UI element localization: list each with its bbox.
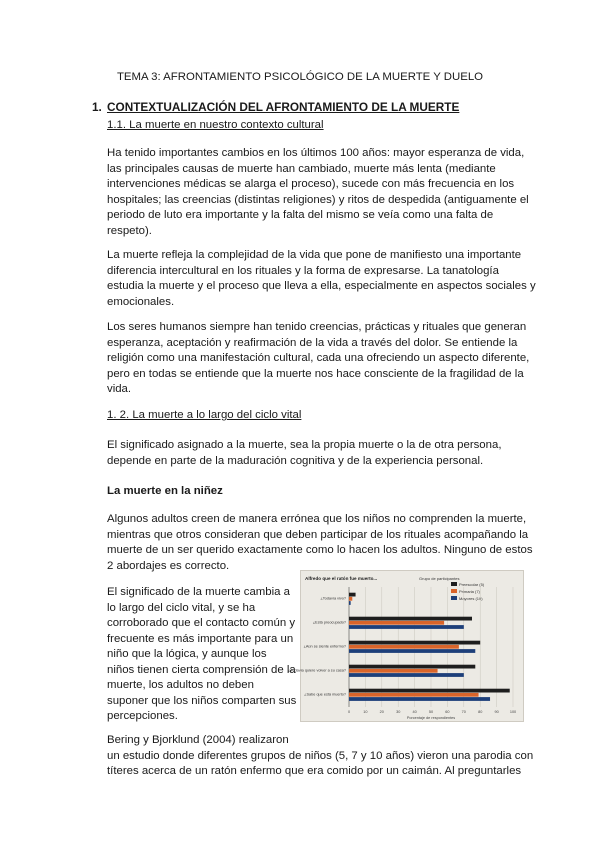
text-line: periodo de luto era importante y la falta del mismo se veía como una falta de [107,209,494,221]
bar [349,689,510,693]
paragraph-5 [107,512,533,574]
legend-entry: Primaria (7) [459,589,480,594]
text-line: niños tienen cierta comprensión de la [107,663,296,676]
text-line: muerte, los adultos no deben [107,679,254,691]
text-line: La muerte refleja la complejidad de la vida que pone de manifiesto una importante [107,249,522,261]
bar-chart [288,571,523,721]
section-number: 1. [92,100,102,114]
paragraph-2 [107,248,536,310]
category-label: ¿Está preocupado? [312,620,346,625]
x-tick-label: 100 [509,710,517,714]
category-label: ¿Todavía vivo? [320,596,346,601]
text-line: emocionales. [107,295,175,308]
paragraph-1 [107,146,527,239]
document-title: TEMA 3: AFRONTAMIENTO PSICOLÓGICO DE LA MUERTE Y DUELO [116,71,484,83]
bar [349,641,480,645]
subsection-title-2: 1. 2. La muerte a lo largo del ciclo vital [107,409,302,421]
bar [349,665,475,669]
text-line: las principales causas de muerte han cambiado, muerte más lenta (mediante [107,162,496,175]
text-line: El significado asignado a la muerte, sea la propia muerte o la de otra persona, [107,439,502,451]
bar [349,625,464,629]
legend-swatch [451,596,457,600]
subsection-title-1: 1.1. La muerte en nuestro contexto cultural [107,119,324,131]
legend-title: Grupo de participantes [419,576,460,581]
text-line: lo largo del ciclo vital, y se ha [107,601,256,614]
text-line: suponer que los niños comparten sus [107,694,297,707]
text-line: religión como una manifestación cultural, cada una ofreciendo un aspecto diferente, [107,352,530,364]
text-line: pero en todas se entiende que la muerte nos hace consciente de la fragilidad de la [107,367,524,380]
x-tick-label: 40 [412,710,417,714]
text-line: Ha tenido importantes cambios en los últimos 100 años: mayor esperanza de vida, [107,147,525,159]
x-tick-label: 30 [396,710,401,714]
category-label: ¿Sabe que está muerto? [304,692,346,697]
bar [349,669,438,673]
text-line: El significado de la muerte cambia a [107,586,290,598]
text-line: frecuente es más importante para un [107,632,294,645]
bar [349,597,352,601]
text-line: muerte de un ser querido exactamente como lo hacen los adultos. Ninguno de estos [107,544,533,556]
text-line: hospitales; las creencias (distintas religiones) y ritos de despedida (antiguamente el [107,193,529,206]
bar [349,621,444,625]
x-tick-label: 60 [445,710,450,714]
bar [349,645,459,649]
bar-chart-figure [288,570,524,722]
x-tick-label: 20 [379,710,384,714]
legend-swatch [451,582,457,586]
heading-muerte-ninez: La muerte en la niñez [107,485,223,497]
x-tick-label: 0 [347,710,351,714]
text-line: 2 abordajes es correcto. [107,559,230,572]
bar [349,601,351,605]
text-line: niño que la lógica, y aunque los [107,648,267,660]
text-line: Bering y Bjorklund (2004) realizaron [107,734,289,746]
text-line: depende en parte de la maduración cognitiva y de la experiencia personal. [107,454,484,467]
bar [349,693,479,697]
legend-entry: Mayores (10) [459,596,483,601]
x-tick-label: 80 [478,710,483,714]
text-line: estudia la muerte y el proceso que lleva a ella, especialmente en aspectos sociales y [107,280,536,292]
text-line: mientras que otros consideran que deben participar de los rituales acompañando la [107,528,529,541]
legend-entry: Preescolar (5) [459,582,485,587]
text-line: intervenciones médicas se alarga el proceso), sucede con más frecuencia en los [107,178,515,190]
text-line: diferencia intercultural en los rituales y la forma de expresarse. La tanatología [107,264,499,277]
category-label: ¿Aún se siente enfermo? [303,644,346,649]
x-tick-label: 90 [494,710,499,714]
x-axis-label: Porcentaje de respondientes [406,716,456,720]
text-line: vida. [107,383,132,395]
paragraph-4 [107,438,527,469]
paragraph-6 [107,585,297,725]
text-line: corroborado que el contacto común y [107,617,296,629]
text-line: títeres acerca de un ratón enfermo que era comido por un caimán. Al preguntarles [107,765,522,777]
legend-swatch [451,589,457,593]
category-label: ¿Todavía quiere volver a su casa? [288,668,346,673]
section-title: CONTEXTUALIZACIÓN DEL AFRONTAMIENTO DE LA MUERTE [107,100,460,114]
bar [349,697,490,701]
bar [349,649,475,653]
x-tick-label: 10 [363,710,368,714]
text-line: respeto). [107,224,152,237]
x-tick-label: 70 [461,710,466,714]
bar [349,673,464,677]
text-line: un estudio donde diferentes grupos de niños (5, 7 y 10 años) vieron una parodia con [107,749,534,762]
x-tick-label: 50 [428,710,434,714]
bar [349,617,472,621]
text-line: percepciones. [107,710,178,722]
text-line: Los seres humanos siempre han tenido creencias, prácticas y rituales que generan [107,321,527,333]
text-line: esperanza, aceptación y reafirmación de la vida a través del dolor. Se entiende la [107,336,518,349]
bar [349,593,356,597]
chart-title: Alfredo que el ratón fue muerto... [305,576,378,581]
paragraph-3 [107,320,530,398]
paragraph-7 [107,733,534,780]
text-line: Algunos adultos creen de manera errónea que los niños no comprenden la muerte, [107,513,527,525]
